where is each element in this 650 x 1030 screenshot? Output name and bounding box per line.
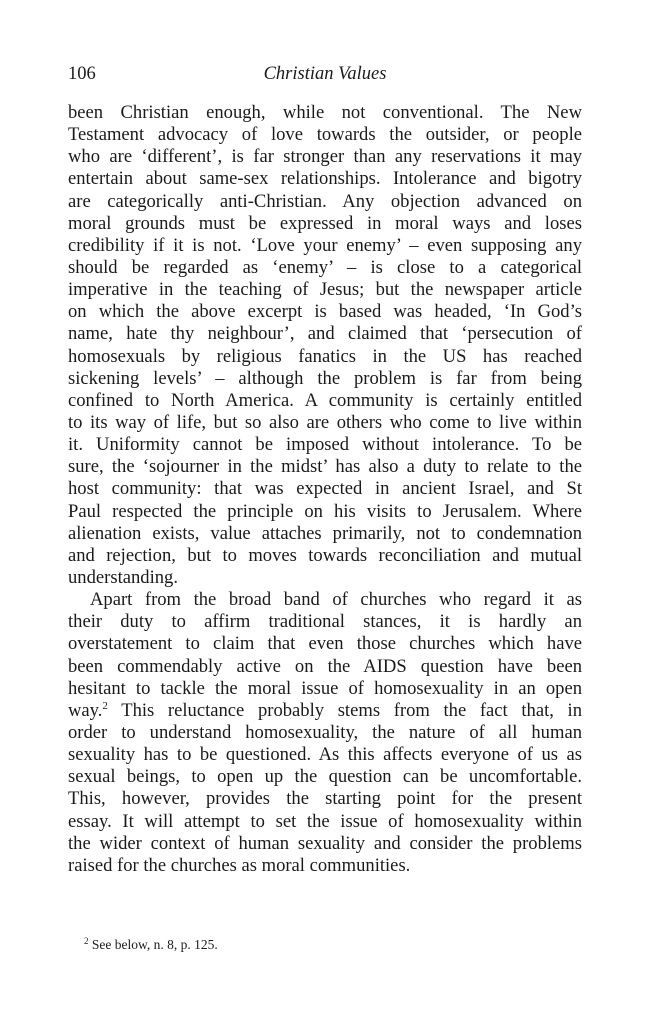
text-line: [68, 700, 582, 722]
footnote: [84, 936, 218, 954]
text-line: sickening levels’ – although the problem is far from being: [68, 367, 582, 389]
text-line: Paul respected the principle on his visits to Jerusalem. Where: [68, 500, 582, 522]
text-line: credibility if it is not. ‘Love your enemy’ – even supposing any: [68, 234, 582, 256]
text-line: are categorically anti-Christian. Any objection advanced on: [68, 190, 582, 212]
text-line: moral grounds must be expressed in moral ways and loses: [68, 212, 582, 234]
text-line: who are ‘different’, is far stronger than any reservations it may: [68, 146, 582, 168]
text-line: imperative in the teaching of Jesus; but the newspaper article: [68, 279, 582, 301]
text-line: confined to North America. A community is certainly entitled: [68, 389, 582, 411]
text-line: it. Uniformity cannot be imposed without intolerance. To be: [68, 434, 582, 456]
text-line: the wider context of human sexuality and consider the problems: [68, 832, 582, 854]
text-line: name, hate thy neighbour’, and claimed that ‘persecution of: [68, 323, 582, 345]
text-line: order to understand homosexuality, the nature of all human: [68, 721, 582, 743]
text-line: been commendably active on the AIDS question have been: [68, 655, 582, 677]
text-line: their duty to affirm traditional stances, it is hardly an: [68, 611, 582, 633]
text-line: should be regarded as ‘enemy’ – is close to a categorical: [68, 256, 582, 278]
text-line: hesitant to tackle the moral issue of homosexuality in an open: [68, 677, 582, 699]
text-line: sexual beings, to open up the question can be uncomfortable.: [68, 766, 582, 788]
text-line: entertain about same-sex relationships. Intolerance and bigotry: [68, 168, 582, 190]
paragraph: [68, 589, 582, 877]
body-text: [68, 102, 582, 877]
text-line: Apart from the broad band of churches who regard it as: [90, 589, 582, 611]
text-line: and rejection, but to moves towards reconciliation and mutual: [68, 544, 582, 566]
text-line: alienation exists, value attaches primarily, not to condemnation: [68, 522, 582, 544]
footnote-marker: 2: [84, 936, 89, 946]
text-line: been Christian enough, while not conventional. The New: [68, 102, 582, 123]
text-line: overstatement to claim that even those churches which have: [68, 633, 582, 655]
text-line: on which the above excerpt is based was headed, ‘In God’s: [68, 301, 582, 323]
paragraph: [68, 102, 582, 589]
running-head: [68, 64, 582, 88]
running-title: Christian Values: [263, 64, 387, 84]
text-line: Testament advocacy of love towards the outsider, or people: [68, 124, 582, 146]
text-line: essay. It will attempt to set the issue of homosexuality within: [68, 810, 582, 832]
text-line: raised for the churches as moral communities.: [68, 854, 411, 876]
text-segment: This reluctance probably stems from the fact that, in: [107, 699, 582, 721]
text-line: to its way of life, but so also are others who come to live within: [68, 411, 582, 433]
footnote-reference: 2: [102, 699, 108, 712]
text-line: This, however, provides the starting point for the present: [68, 788, 582, 810]
text-segment: way.: [68, 699, 103, 721]
text-line: sure, the ‘sojourner in the midst’ has also a duty to relate to the: [68, 456, 582, 478]
footnote-text: See below, n. 8, p. 125.: [91, 937, 218, 952]
text-line: host community: that was expected in ancient Israel, and St: [68, 478, 582, 500]
text-line: understanding.: [68, 566, 178, 588]
text-line: sexuality has to be questioned. As this affects everyone of us as: [68, 744, 582, 766]
text-line: homosexuals by religious fanatics in the US has reached: [68, 345, 582, 367]
page-number: 106: [68, 64, 96, 84]
